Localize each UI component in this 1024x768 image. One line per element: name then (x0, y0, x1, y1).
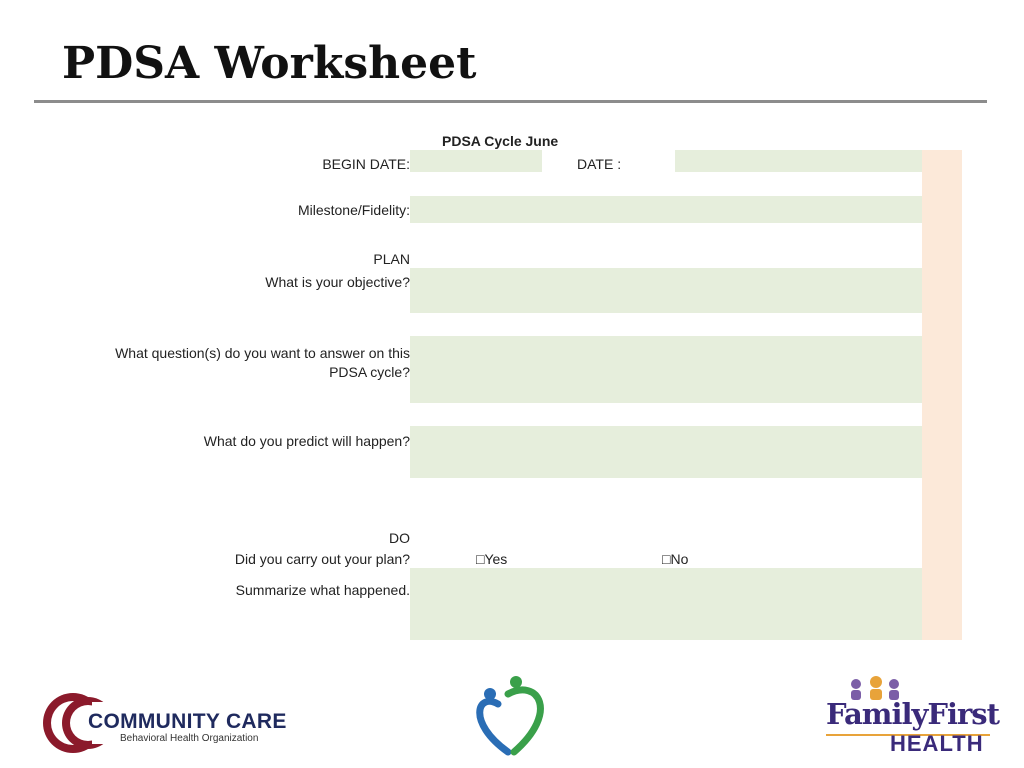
objective-field[interactable] (410, 268, 922, 313)
family-first-health: HEALTH (890, 731, 984, 756)
carry-out-label: Did you carry out your plan? (234, 551, 410, 567)
question-field[interactable] (410, 336, 922, 403)
page-title: PDSA Worksheet (62, 38, 477, 89)
family-first-name: FamilyFirst (826, 697, 999, 731)
date-label: DATE : (577, 156, 622, 172)
begin-date-label: BEGIN DATE: (322, 156, 410, 172)
title-divider (34, 100, 987, 103)
summarize-field[interactable] (410, 568, 922, 640)
question-label-line2: PDSA cycle? (329, 364, 410, 380)
predict-field[interactable] (410, 426, 922, 478)
milestone-label: Milestone/Fidelity: (297, 202, 410, 218)
community-care-subtitle: Behavioral Health Organization (120, 733, 259, 744)
community-care-name: COMMUNITY CARE (88, 710, 287, 733)
side-column (922, 150, 962, 640)
do-heading: DO (389, 530, 410, 546)
predict-label: What do you predict will happen? (203, 433, 410, 449)
plan-heading: PLAN (373, 251, 410, 267)
date-field[interactable] (675, 150, 922, 172)
summarize-label: Summarize what happened. (235, 582, 410, 598)
yes-checkbox[interactable]: □Yes (476, 551, 508, 567)
question-label-line1: What question(s) do you want to answer on this (115, 345, 410, 361)
heart-people-logo-icon (468, 672, 558, 756)
no-checkbox[interactable]: □No (662, 551, 689, 567)
cycle-heading: PDSA Cycle June (442, 133, 559, 149)
milestone-field[interactable] (410, 196, 922, 223)
begin-date-field[interactable] (410, 150, 542, 172)
objective-label: What is your objective? (265, 274, 410, 290)
